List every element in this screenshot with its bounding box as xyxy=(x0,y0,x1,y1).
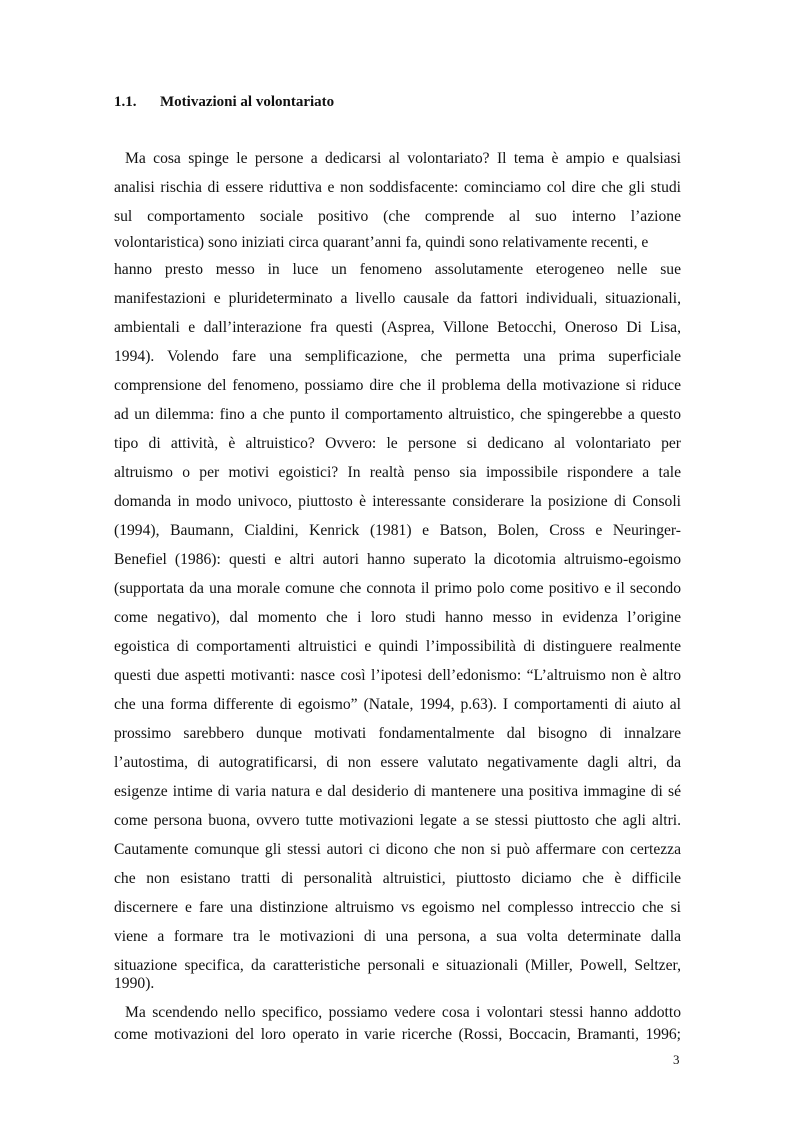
paragraph-line: discernere e fare una distinzione altruismo vs egoismo nel complesso intreccio che si xyxy=(114,899,681,916)
paragraph-line: Benefiel (1986): questi e altri autori hanno superato la dicotomia altruismo-egoismo xyxy=(114,551,681,568)
paragraph-line: sul comportamento sociale positivo (che comprende al suo interno l’azione xyxy=(114,208,681,225)
page-number: 3 xyxy=(673,1052,680,1067)
paragraph-line: 1994). Volendo fare una semplificazione, che permetta una prima superficiale xyxy=(114,348,681,365)
paragraph-line: tipo di attività, è altruistico? Ovvero: le persone si dedicano al volontariato per xyxy=(114,435,681,452)
paragraph-line: egoistica di comportamenti altruistici e quindi l’impossibilità di distinguere realmente xyxy=(114,638,681,655)
paragraph-line: (1994), Baumann, Cialdini, Kenrick (1981) e Batson, Bolen, Cross e Neuringer- xyxy=(114,522,681,539)
paragraph-line: manifestazioni e plurideterminato a livello causale da fattori individuali, situazionali, xyxy=(114,290,681,307)
paragraph-line: volontaristica) sono iniziati circa quarant’anni fa, quindi sono relativamente recenti, e xyxy=(114,234,649,251)
paragraph-line: situazione specifica, da caratteristiche personali e situazionali (Miller, Powell, Seltzer, xyxy=(114,957,681,974)
paragraph-line: come persona buona, ovvero tutte motivazioni legate a se stessi piuttosto che agli altri. xyxy=(114,812,681,829)
paragraph-line: l’autostima, di autogratificarsi, di non essere valutato negativamente dagli altri, da xyxy=(114,754,681,771)
paragraph-line: che una forma differente di egoismo” (Natale, 1994, p.63). I comportamenti di aiuto al xyxy=(114,696,681,713)
paragraph-line: Ma cosa spinge le persone a dedicarsi al volontariato? Il tema è ampio e qualsiasi xyxy=(125,150,681,167)
section-title: Motivazioni al volontariato xyxy=(160,94,335,110)
section-number: 1.1. xyxy=(114,94,137,110)
paragraph-line: comprensione del fenomeno, possiamo dire che il problema della motivazione si riduce xyxy=(114,377,681,394)
paragraph-line: che non esistano tratti di personalità altruistici, piuttosto diciamo che è difficile xyxy=(114,870,681,887)
paragraph-line: hanno presto messo in luce un fenomeno assolutamente eterogeneo nelle sue xyxy=(114,261,681,278)
paragraph-line: viene a formare tra le motivazioni di una persona, a sua volta determinate dalla xyxy=(114,928,681,945)
paragraph-line: altruismo o per motivi egoistici? In realtà penso sia impossibile rispondere a tale xyxy=(114,464,681,481)
paragraph-line: (supportata da una morale comune che connota il primo polo come positivo e il secondo xyxy=(114,580,681,597)
paragraph-line: come motivazioni del loro operato in varie ricerche (Rossi, Boccacin, Bramanti, 1996; xyxy=(114,1026,681,1043)
paragraph-line: prossimo sarebbero dunque motivati fondamentalmente dal bisogno di innalzare xyxy=(114,725,681,742)
paragraph-line: 1990). xyxy=(114,975,155,992)
paragraph-line: Cautamente comunque gli stessi autori ci dicono che non si può affermare con certezza xyxy=(114,841,681,858)
section-heading xyxy=(114,94,334,111)
paragraph-line: Ma scendendo nello specifico, possiamo vedere cosa i volontari stessi hanno addotto xyxy=(125,1004,681,1021)
paragraph-line: come negativo), dal momento che i loro studi hanno messo in evidenza l’origine xyxy=(114,609,681,626)
paragraph-line: esigenze intime di varia natura e dal desiderio di mantenere una positiva immagine di sé xyxy=(114,783,681,800)
paragraph-line: questi due aspetti motivanti: nasce così l’ipotesi dell’edonismo: “L’altruismo non è altro xyxy=(114,667,681,684)
paragraph-line: ambientali e dall’interazione fra questi (Asprea, Villone Betocchi, Oneroso Di Lisa, xyxy=(114,319,681,336)
paragraph-line: domanda in modo univoco, piuttosto è interessante considerare la posizione di Consoli xyxy=(114,493,681,510)
paragraph-line: analisi rischia di essere riduttiva e non soddisfacente: cominciamo col dire che gli studi xyxy=(114,179,681,196)
paragraph-line: ad un dilemma: fino a che punto il comportamento altruistico, che spingerebbe a questo xyxy=(114,406,681,423)
